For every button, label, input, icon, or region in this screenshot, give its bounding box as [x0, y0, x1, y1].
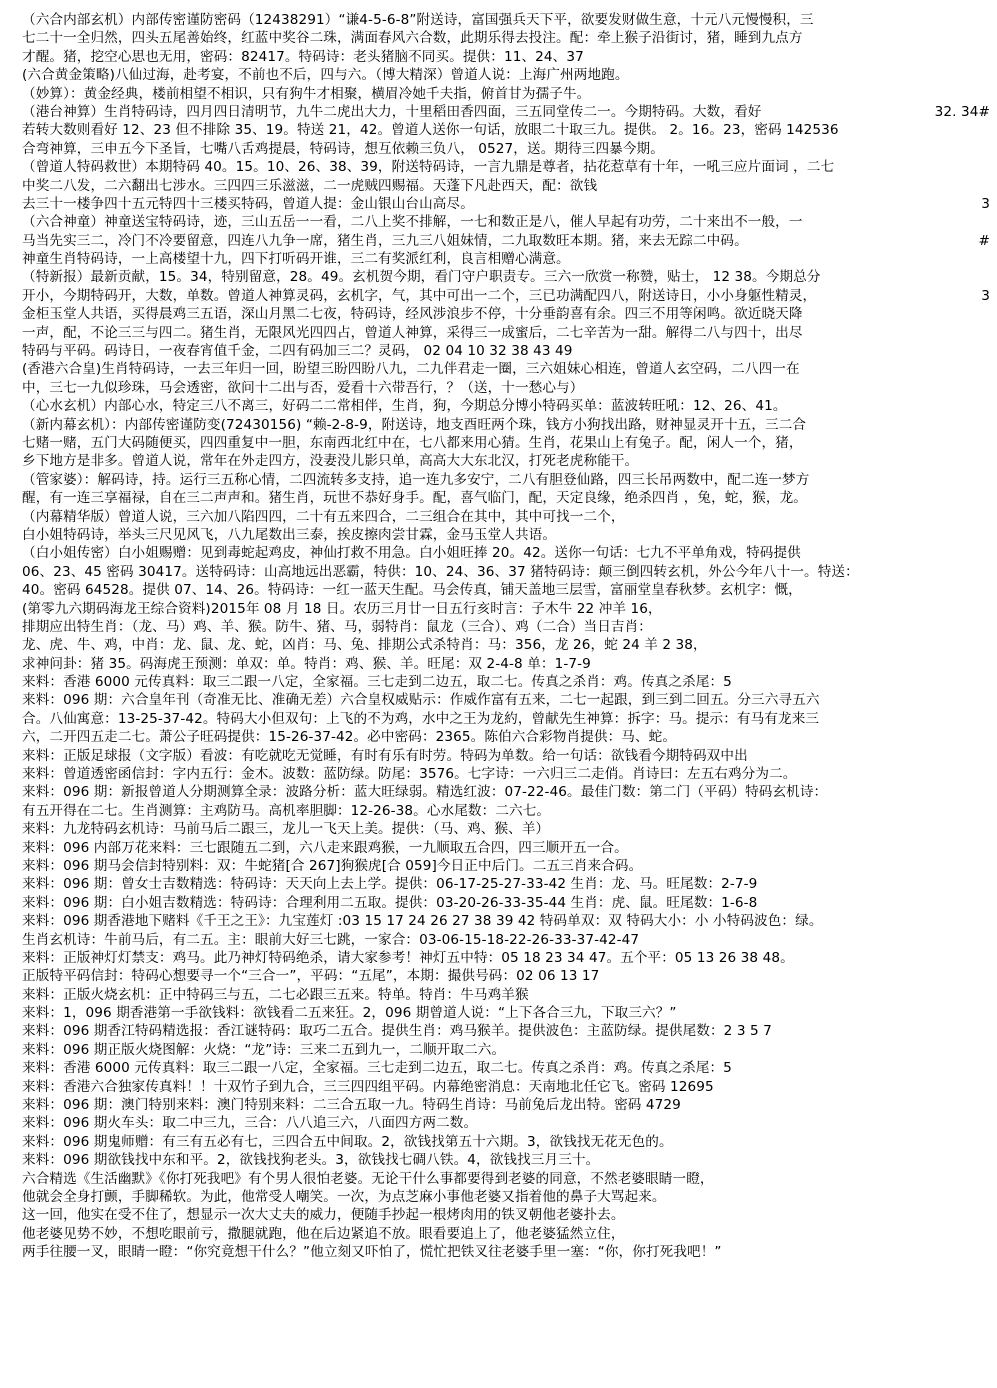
line-text: 来料：096 期香港地下赌料《千王之王》：九宝莲灯 :03 15 17 24 26 27 38 39 42 特码单双：双 特码大小：小 小特码波色：绿。 [22, 913, 823, 930]
text-line [22, 268, 994, 286]
text-line [22, 636, 994, 654]
text-line [22, 1059, 994, 1077]
line-text: 来料：096 期正版火烧图解：火烧：“龙”诗：三来二五到九一，二顺开取二六。 [22, 1041, 506, 1058]
line-text: （港台神算）生肖特码诗，四月四日清明节，九牛二虎出大力，十里稻田香四面，三五同堂传二一。今期特码。大数，看好 [22, 103, 762, 120]
line-right-text: 3 [981, 195, 990, 212]
text-line [22, 728, 994, 746]
line-text: 求神问卦：猪 35。码海虎王预测：单双：单。特肖：鸡、猴、羊。旺尾：双 2-4-8 单：1-7-9 [22, 655, 591, 672]
line-text: （曾道人特码救世）本期特码 40。15。10、26、38、39，附送特码诗，一言九鼎是尊者，拈花惹草有十年，一吼三应片面词 ，二七 [22, 159, 835, 176]
line-text: （特新报）最新贡献，15。34，特别留意，28。49。玄机贺今期，看门守户职责专。三六一欣赏一称赞，贴士， 12 38。今期总分 [22, 269, 821, 286]
line-right-text: 3 [981, 287, 990, 304]
line-text: （管家婆）：解码诗，持。运行三五称心情，二四流转多支持，追一连九多安宁，二八有胆登仙路，四三长吊两数中，配二连一梦方 [22, 471, 810, 488]
line-text: (六合黄金策略)八仙过海，赴考宴，不前也不后，四与六。（博大精深）曾道人说：上海广州两地跑。 [22, 67, 629, 84]
line-text: 才醒。猪，挖空心思也无用，密码：82417。特码诗：老头猪脑不同买。提供：11、24、37 [22, 48, 584, 65]
text-line [22, 875, 994, 893]
line-text: 来料：096 期：新报曾道人分期测算全录：波路分析：蓝大旺绿弱。精选红波：07-22-46。最佳门数：第二门（平码）特码玄机诗： [22, 784, 828, 801]
text-line [22, 1114, 994, 1132]
line-text: 他就会全身打颤，手脚稀软。为此，他常受人嘲笑。一次，为点芝麻小事他老婆又指着他的鼻子大骂起来。 [22, 1189, 666, 1205]
text-line [22, 66, 994, 84]
line-text: （白小姐传密）白小姐赐赠：见到毒蛇起鸡皮，神仙打救不用急。白小姐旺捧 20。42。送你一句话：七九不平单角戏，特码提供 [22, 545, 801, 562]
text-line [22, 1096, 994, 1114]
text-line [22, 360, 994, 378]
text-line [22, 158, 994, 176]
line-text: 马当先实三二，冷门不冷要留意，四连八九争一席，猪生肖，三九三八姐妹情，二九取数旺本期。猪，来去无踪二中码。 [22, 232, 748, 249]
text-line [22, 839, 994, 857]
text-line [22, 213, 994, 231]
line-text: 六合精选《生活幽默》《你打死我吧》有个男人很怕老婆。无论干什么事都要得到老婆的同意，不然老婆眼睛一瞪， [22, 1170, 714, 1187]
line-text: 生肖玄机诗：牛前马后，有二五。主：眼前大好三七跳，一家合：03-06-15-18-22-26-33-37-42-47 [22, 931, 640, 948]
line-text: 来料：096 期欲钱找中东和平。2，欲钱找狗老头。3，欲钱找七碉八铁。4，欲钱找三月三十。 [22, 1152, 600, 1169]
line-text: 来料：096 期火车头：取二中三九，三合：八八追三六，八面四方两二数。 [22, 1115, 478, 1132]
text-line [22, 894, 994, 912]
line-text: 来料：香港六合独家传真料！！十双竹子到九合，三三四四组平码。内幕绝密消息：天南地北任它飞。密码 12695 [22, 1078, 714, 1095]
line-text: 合。八仙寓意：13-25-37-42。特码大小但双句：上飞的不为鸡，水中之王为龙約，曾献先生神算：拆字：马。提示：有马有龙来三 [22, 710, 820, 727]
line-text: 来料：香港 6000 元传真料：取三二跟一八定，全家福。三七走到二边五，取二七。传真之杀肖：鸡。传真之杀尾：5 [22, 1060, 732, 1077]
text-line [22, 1022, 994, 1040]
text-line [22, 802, 994, 820]
text-line [22, 949, 994, 967]
line-text: (香港六合皇)生肖特码诗，一去三年归一回，盼望三盼四盼八九，二九伴君走一圈，三六姐妹心相连，曾道人玄空码，二八四一在 [22, 361, 800, 378]
line-text: （六合内部玄机）内部传密谨防密码（12438291）“谦4-5-6-8”附送诗，富国强兵天下平，欲要发财做生意，十元八元慢慢积，三 [22, 12, 814, 28]
text-line [22, 103, 994, 121]
text-line [22, 471, 994, 489]
text-line [22, 29, 994, 47]
line-text: 来料：096 期：六合皇年刊（奇准无比、准确无差）六合皇权威贴示：作威作富有五来，二七一起跟，到三到二回五。分三六寻五六 [22, 692, 820, 709]
text-line [22, 342, 994, 360]
line-text: 乡下地方是非多。曾道人说，常年在外走四方，没妻没儿影只单，高高大大东北汉，打死老虎称能干。 [22, 453, 639, 470]
line-text: 来料：096 期：澳门特别来料：澳门特别来料：二三合五取一九。特码生肖诗：马前兔后龙出特。密码 4729 [22, 1097, 681, 1114]
text-line [22, 563, 994, 581]
line-text: 中奖二八发，二六翻出七涉水。三四四三乐滋滋，二一虎贼四赐福。天蓬下凡赴西天，配：欲钱 [22, 177, 598, 194]
text-line [22, 710, 994, 728]
text-line [22, 1041, 994, 1059]
line-text: 06、23、45 密码 30417。送特码诗：山高地远出恶霸，特供：10、24、36、37 猪特码诗：颠三倒四转玄机，外公今年八十一。特送： [22, 563, 859, 580]
text-line [22, 1151, 994, 1169]
text-line [22, 250, 994, 268]
text-line [22, 1225, 994, 1243]
text-line [22, 1188, 994, 1206]
line-text: 这一回，他实在受不住了，想显示一次大丈夫的威力，便随手抄起一根烤肉用的铁叉朝他老婆扑去。 [22, 1207, 625, 1224]
line-text: 去三十一楼争四十五元特四十三楼买特码，曾道人提：金山银山台山高尽。 [22, 195, 474, 212]
text-line [22, 1078, 994, 1096]
text-line [22, 912, 994, 930]
text-line [22, 452, 994, 470]
line-text: 特码与平码。码诗日，一夜春宵值千金，二四有码加三二？灵码， 02 04 10 32 38 43 49 [22, 343, 573, 360]
text-line [22, 655, 994, 673]
text-line [22, 85, 994, 103]
line-text: 来料：曾道透密函信封：字内五行：金木。波数：蓝防绿。防尾：3576。七字诗：一六归三二走俏。肖诗曰：左五右鸡分为二。 [22, 766, 797, 783]
text-line [22, 379, 994, 397]
text-line [22, 544, 994, 562]
text-line [22, 287, 994, 305]
text-line [22, 324, 994, 342]
line-text: 一声，配，不论三三与四二。猪生肖，无限风光四四占，曾道人神算，采得三一成蜜后，二七辛苦为一甜。解得二八与四十，出尽 [22, 324, 803, 341]
text-line [22, 489, 994, 507]
text-line [22, 747, 994, 765]
line-text: （心水玄机）内部心水，特定三八不离三，好码二二常相伴，生肖，狗，今期总分博小特码买单：蓝波转旺吼：12、26、41。 [22, 398, 787, 415]
line-text: 40。密码 64528。提供 07、14、26。特码诗：一红一蓝天生配。马会传真，铺天盖地三层雪，富丽堂皇春秋梦。玄机字：慨， [22, 582, 802, 599]
text-line [22, 177, 994, 195]
text-line [22, 195, 994, 213]
text-line [22, 1243, 994, 1261]
line-text: 醒，有一连三享福禄，自在三二声声和。猪生肖，玩世不恭好身手。配，喜气临门，配，天定良缘，绝杀四肖 ，兔，蛇，猴，龙。 [22, 490, 807, 507]
text-line [22, 986, 994, 1004]
text-line [22, 765, 994, 783]
line-text: 有五开得在二七。生肖测算：主鸡防马。高机率胆脚：12-26-38。心水尾数：二六七。 [22, 802, 551, 819]
text-line [22, 857, 994, 875]
line-text: 排期应出特生肖：（龙、马）鸡、羊、猴。防牛、猪、马，弱特肖：鼠龙（三合）、鸡（二合）当日吉肖： [22, 618, 653, 635]
line-text: 来料：096 期鬼师赠：有三有五必有七，三四合五中间取。2，欲钱找第五十六期。3，欲钱找无花无色的。 [22, 1133, 673, 1150]
line-text: 若转大数则看好 12、23 但不排除 35、19。特送 21，42。曾道人送你一句话，放眼二十取三九。提供。 2。16。23，密码 142536 [22, 122, 839, 139]
text-line [22, 1133, 994, 1151]
text-line [22, 232, 994, 250]
text-line [22, 397, 994, 415]
text-line [22, 526, 994, 544]
text-line [22, 691, 994, 709]
text-line [22, 820, 994, 838]
line-text: 七二十一全归然，四头五尾善始终，红蓝中奖谷二珠，满面春风六合数，此期乐得去投注。配：牵上猴子沿街讨，猪，睡到九点方 [22, 30, 803, 47]
line-text: （新内幕玄机）：内部传密谨防变(72430156) “赖-2-8-9，附送诗，地支酉旺两个珠，钱方小狗找出路，财神显灵开十五，三二合 [22, 416, 807, 433]
text-line [22, 673, 994, 691]
line-text: 来料：香港 6000 元传真料：取三二跟一八定，全家福。三七走到二边五，取二七。传真之杀肖：鸡。传真之杀尾：5 [22, 674, 732, 691]
line-text: 龙、虎、牛、鸡，中肖：龙、鼠、龙、蛇，凶肖：马、兔、排期公式杀特肖：马：356，龙 26，蛇 24 羊 2 38， [22, 637, 707, 654]
line-text: 来料：正版火烧玄机：正中特码三与五，二七必跟三五来。特单。特肖：牛马鸡羊猴 [22, 986, 529, 1003]
text-line [22, 967, 994, 985]
line-text: 来料：096 期香江特码精选报：香江谜特码：取巧二五合。提供生肖：鸡马猴羊。提供波色：主蓝防绿。提供尾数：2 3 5 7 [22, 1023, 772, 1040]
line-text: 来料：九龙特码玄机诗：马前马后二跟三，龙儿一飞天上美。提供：（马、鸡、猴、羊） [22, 821, 550, 838]
line-text: 来料：096 期：白小姐吉数精选：特码诗：合理利用二五取。提供：03-20-26-33-35-44 生肖：虎、鼠。旺尾数：1-6-8 [22, 894, 758, 911]
line-text: 他老婆见势不妙，不想吃眼前亏，撒腿就跑，他在后边紧追不放。眼看要追上了，他老婆猛然立住， [22, 1225, 625, 1242]
line-text: 七赌一赌，五门大码随便买，四四重复中一胆，东南西北红中在，七八都来用心猜。生肖，花果山上有兔子。配，闲人一个，猪， [22, 434, 803, 451]
text-line [22, 1206, 994, 1224]
text-line [22, 508, 994, 526]
text-line [22, 1004, 994, 1022]
line-text: 来料：正版足球报（文字版）看波：有吃就吃无觉睡，有时有乐有时劳。特码为单数。给一句话：欲钱看今期特码双中出 [22, 747, 748, 764]
line-text: （六合神童）神童送宝特码诗，迹，三山五岳一一看，二八上奖不排解，一七和数正是八，催人早起有功劳，二十来出不一般，一 [22, 214, 803, 231]
line-text: (第零九六期码海龙王综合资料)2015年 08 月 18 日。农历三月廿一日五行亥时言：子木牛 22 冲羊 16， [22, 600, 662, 617]
text-line [22, 783, 994, 801]
text-line [22, 581, 994, 599]
line-right-text: # [978, 232, 990, 249]
text-line [22, 121, 994, 139]
line-text: 来料：096 期马会信封特别料：双：牛蛇猪[合 267]狗猴虎[合 059]今日正中后门。二五三肖来合码。 [22, 857, 643, 874]
line-text: 来料：096 期：曾女士吉数精选：特码诗：天天向上去上学。提供：06-17-25-27-33-42 生肖：龙、马。旺尾数：2-7-9 [22, 876, 758, 893]
text-line [22, 931, 994, 949]
line-text: 中，三七一九似珍珠，马会透密，欲问十二出与否，爱看十六带吾行，？（送，十一愁心与） [22, 379, 584, 396]
text-body [22, 11, 994, 1262]
text-line [22, 434, 994, 452]
line-text: 来料：1，096 期香港第一手欲钱料：欲钱看二五来狂。2，096 期曾道人说：“上下各合三九，下取三六？” [22, 1005, 677, 1022]
line-right-text: 32. 34# [934, 103, 990, 120]
text-line [22, 11, 994, 29]
line-text: 开小，今期特码开，大数，单数。曾道人神算灵码，玄机字，气，其中可出一二个，三已功满配四八，附送诗日，小小身躯性精灵， [22, 287, 817, 304]
text-line [22, 416, 994, 434]
line-text: 神童生肖特码诗，一上高楼望十九，四下打听码开谁，三二有奖派红利，良言相赠心满意。 [22, 251, 570, 268]
line-text: 金柜玉堂人共语，买得晨鸡三五语，深山月黑二七夜，特码诗，经风涉浪步不停，十分垂韵喜有余。四三不用等闲鸣。欲近晓天降 [22, 306, 803, 323]
text-line [22, 1170, 994, 1188]
line-text: 来料：正版神灯灯禁支：鸡马。此乃神灯特码绝杀，请大家参考！神灯五中特：05 18 23 34 47。五个平：05 13 26 38 48。 [22, 949, 794, 966]
line-text: 合弯神算，三申五今下圣旨，七嘴八舌鸡提晨，特码诗，想互依赖三负八， 0527，送。期待三四暴今期。 [22, 140, 664, 157]
line-text: 来料：096 内部万花来料：三七跟随五二到，六八走来跟鸡猴，一九顺取五合四，四三顺开五一合。 [22, 839, 628, 856]
text-line [22, 618, 994, 636]
line-text: （内幕精华版）曾道人说，三六加八陷四四，二十有五来四合，二三组合在其中，其中可找一二个， [22, 508, 625, 525]
line-text: 正版特平码信封：特码心想要寻一个“三合一”，平码：“五尾”，本期：撮供号码：02 06 13 17 [22, 968, 600, 985]
text-line [22, 140, 994, 158]
text-line [22, 48, 994, 66]
line-text: 两手往腰一叉，眼睛一瞪：“你究竟想干什么？”他立刻又吓怕了，慌忙把铁叉往老婆手里一塞：“你，你打死我吧！” [22, 1244, 722, 1261]
line-text: 白小姐特码诗，举头三尺见风飞，八九尾数出三泰，挨皮擦肉尝甘霖，金马玉堂人共语。 [22, 526, 557, 543]
line-text: （妙算）：黄金经典，楼前相望不相识，只有狗牛才相聚，横眉冷她千夫指，俯首甘为孺子牛。 [22, 85, 591, 102]
text-line [22, 305, 994, 323]
line-text: 六，二开四五走二七。萧公子旺码提供：15-26-37-42。必中密码：2365。陈伯六合彩物肖提供：马、蛇。 [22, 729, 677, 746]
text-line [22, 600, 994, 618]
